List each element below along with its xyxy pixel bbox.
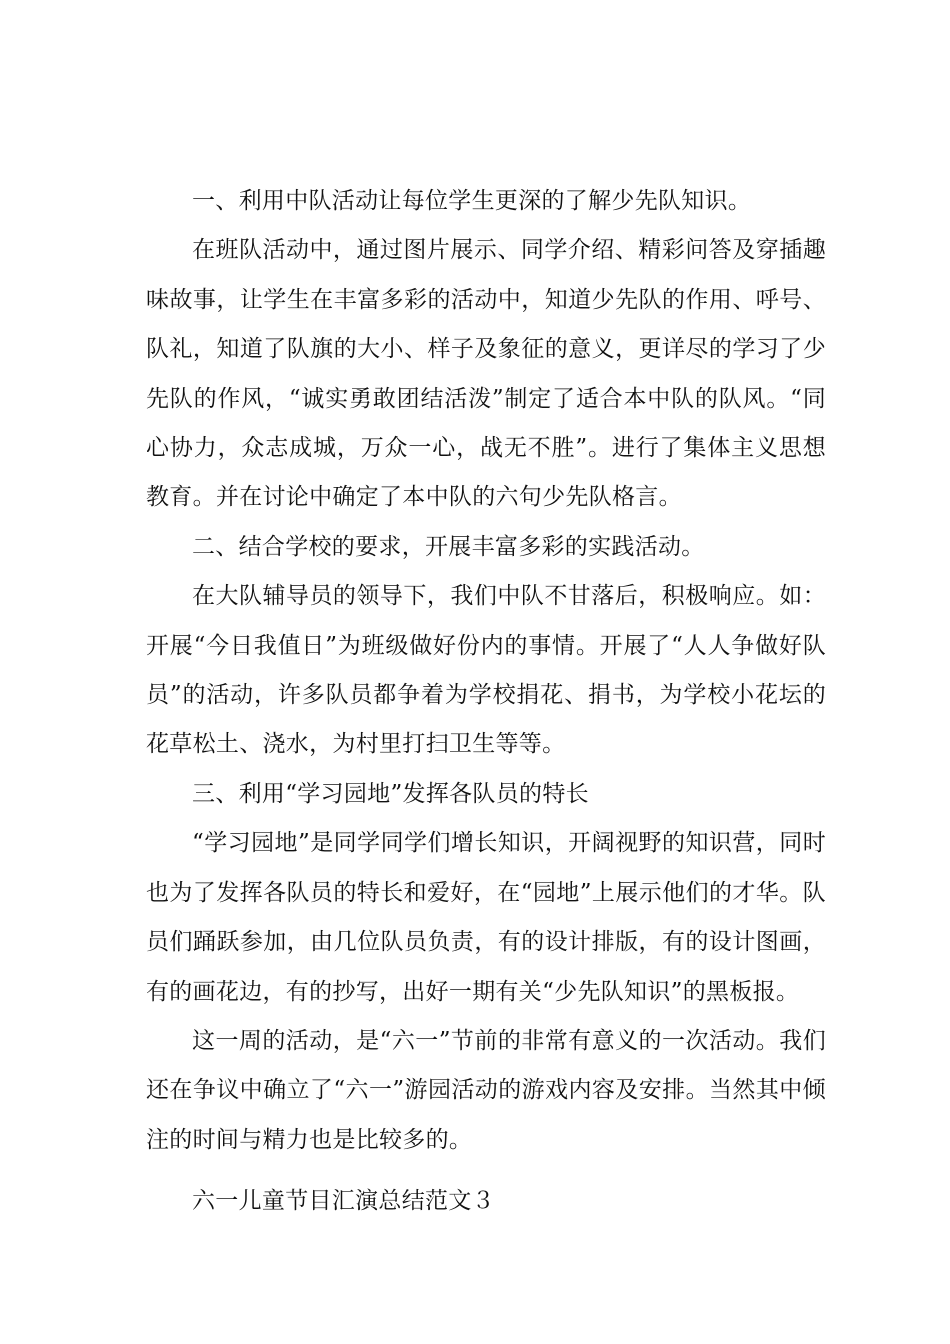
closing-paragraph: 这一周的活动，是“六一”节前的非常有意义的一次活动。我们还在争议中确立了“六一”游园活动的游戏内容及安排。当然其中倾注的时间与精力也是比较多的。 bbox=[146, 1027, 826, 1153]
document-body bbox=[146, 177, 826, 1227]
section-1-heading: 一、利用中队活动让每位学生更深的了解少先队知识。 bbox=[192, 188, 752, 214]
section-2-body: 在大队辅导员的领导下，我们中队不甘落后，积极响应。如：开展“今日我值日”为班级做好份内的事情。开展了“人人争做好队员”的活动，许多队员都争着为学校捐花、捐书，为学校小花坛的花草松土、浇水，为村里打扫卫生等等。 bbox=[146, 583, 826, 758]
section-2-heading: 二、结合学校的要求，开展丰富多彩的实践活动。 bbox=[192, 533, 705, 560]
section-3-body: “学习园地”是同学同学们增长知识，开阔视野的知识营，同时也为了发挥各队员的特长和爱好，在“园地”上展示他们的才华。队员们踊跃参加，由几位队员负责，有的设计排版，有的设计图画，有的画花边，有的抄写，出好一期有关“少先队知识”的黑板报。 bbox=[146, 830, 826, 1005]
next-article-title: 六一儿童节目汇演总结范文３ bbox=[192, 1188, 495, 1215]
section-3-heading: 三、利用“学习园地”发挥各队员的特长 bbox=[192, 780, 589, 807]
section-1-body: 在班队活动中，通过图片展示、同学介绍、精彩问答及穿插趣味故事，让学生在丰富多彩的活动中，知道少先队的作用、呼号、队礼，知道了队旗的大小、样子及象征的意义，更详尽的学习了少先队的作风，“诚实勇敢团结活泼”制定了适合本中队的队风。“同心协力，众志成城，万众一心，战无不胜”。进行了集体主义思想教育。并在讨论中确定了本中队的六句少先队格言。 bbox=[146, 237, 826, 511]
